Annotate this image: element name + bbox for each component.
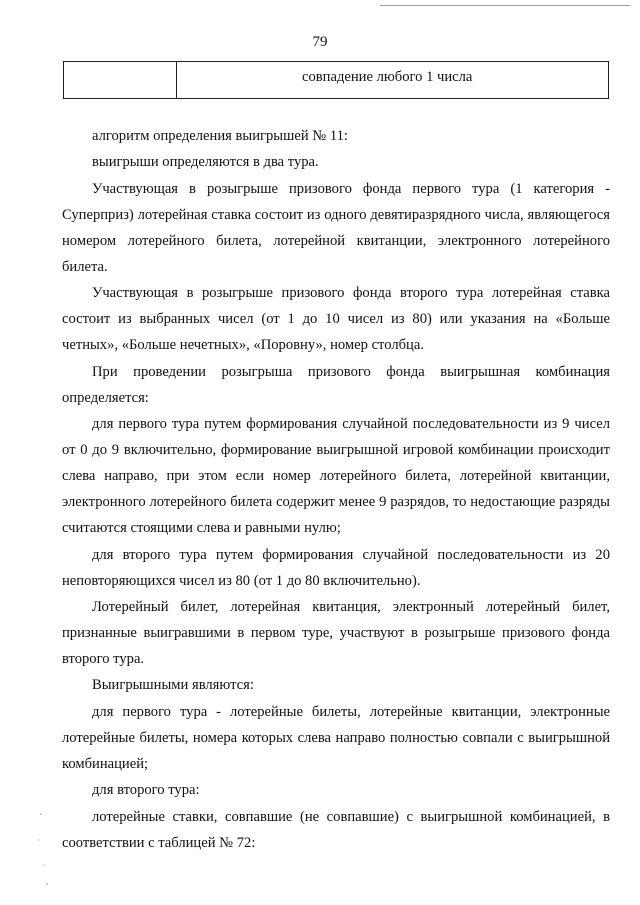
scan-specks bbox=[36, 810, 52, 890]
paragraph-second-round-combination: для второго тура путем формирования случайной последовательности из 20 неповторяющихся чисел из 80 (от 1 до 80 включительно). bbox=[62, 546, 610, 589]
table-fragment bbox=[63, 61, 609, 99]
paragraph-algorithm-heading: алгоритм определения выигрышей № 11: bbox=[92, 128, 348, 144]
paragraph-winners-heading: Выигрышными являются: bbox=[92, 677, 254, 694]
paragraph-winners-participate: Лотерейный билет, лотерейная квитанция, электронный лотерейный билет, признанные выигравшими в первом туре, участвуют в розыгрыше призового фонда второго тура. bbox=[62, 599, 610, 668]
paragraph-two-rounds: выигрыши определяются в два тура. bbox=[92, 154, 319, 171]
table-cell-left bbox=[64, 62, 177, 98]
paragraph-second-round-heading: для второго тура: bbox=[92, 782, 200, 799]
paragraph-second-round-stake: Участвующая в розыгрыше призового фонда второго тура лотерейная ставка состоит из выбранных чисел (от 1 до 10 чисел из 80) или указания на «Больше четных», «Больше нечетных», «Поровну», номер столбца. bbox=[62, 285, 610, 354]
table-cell-right-text: совпадение любого 1 числа bbox=[302, 69, 473, 85]
paragraph-combination-intro: При проведении розыгрыша призового фонда выигрышная комбинация определяется: bbox=[62, 363, 610, 406]
paragraph-first-round-winners: для первого тура - лотерейные билеты, лотерейные квитанции, электронные лотерейные билеты, номера которых слева направо полностью совпали с выигрышной комбинацией; bbox=[62, 703, 610, 772]
paragraph-first-round-stake: Участвующая в розыгрыше призового фонда первого тура (1 категория - Суперприз) лотерейная ставка состоит из одного девятиразрядного числа, являющегося номером лотерейного билета, лотерейной квитанции, электронного лотерейного билета. bbox=[62, 180, 610, 275]
table-cell-right bbox=[177, 62, 608, 98]
top-edge-rule bbox=[380, 5, 630, 6]
paragraph-first-round-combination: для первого тура путем формирования случайной последовательности из 9 чисел от 0 до 9 включительно, формирование выигрышной игровой комбинации происходит слева направо, при этом если номер лотерейного билета, лотерейной квитанции, электронного лотерейного билета содержит менее 9 разрядов, то недостающие разряды считаются стоящими слева и равными нулю; bbox=[62, 415, 610, 537]
page-number: 79 bbox=[312, 34, 328, 50]
paragraph-table-reference: лотерейные ставки, совпавшие (не совпавшие) с выигрышной комбинацией, в соответствии с таблицей № 72: bbox=[62, 808, 610, 851]
document-body bbox=[62, 123, 610, 856]
